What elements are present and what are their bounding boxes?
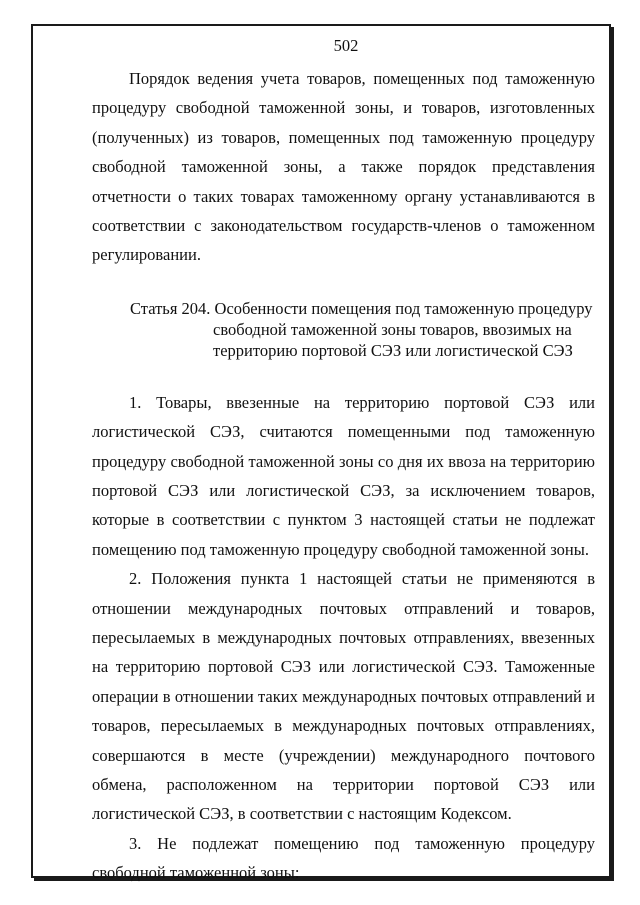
article-heading-line-2: свободной таможенной зоны товаров, ввозимых на (213, 320, 572, 340)
intro-paragraph: Порядок ведения учета товаров, помещенных под таможенную процедуру свободной таможенной зоны, и товаров, изготовленных (полученных) из товаров, помещенных под таможенную процедуру свободной таможенной зоны, а также порядок представления отчетности о таких товарах таможенному органу устанавливаются в соответствии с законодательством государств-членов о таможенном регулировании. (92, 69, 595, 265)
paragraph-3: 3. Не подлежат помещению под таможенную процедуру свободной таможенной зоны: (92, 833, 595, 883)
article-heading (92, 298, 595, 362)
article-heading-line-1: Статья 204. Особенности помещения под таможенную процедуру (130, 298, 593, 318)
page-number: 502 (333, 36, 359, 55)
article-heading-line-3: территорию портовой СЭЗ или логистической СЭЗ (213, 341, 573, 361)
paragraph-1: 1. Товары, ввезенные на территорию портовой СЭЗ или логистической СЭЗ, считаются помещенными под таможенную процедуру свободной таможенной зоны со дня их ввоза на территорию портовой СЭЗ или логистической СЭЗ, за исключением товаров, которые в соответствии с пунктом 3 настоящей статьи не подлежат помещению под таможенную процедуру свободной таможенной зоны. (92, 392, 595, 559)
document-page (92, 34, 595, 888)
paragraph-2: 2. Положения пункта 1 настоящей статьи не применяются в отношении международных почтовых отправлений и товаров, пересылаемых в международных почтовых отправлениях, ввезенных на территорию портовой СЭЗ или логистической СЭЗ. Таможенные операции в отношении таких международных почтовых отправлений и товаров, пересылаемых в международных почтовых отправлениях, совершаются в месте (учреждении) международного почтового обмена, расположенном на территории портовой СЭЗ или логистической СЭЗ, в соответствии с настоящим Кодексом. (92, 569, 595, 824)
